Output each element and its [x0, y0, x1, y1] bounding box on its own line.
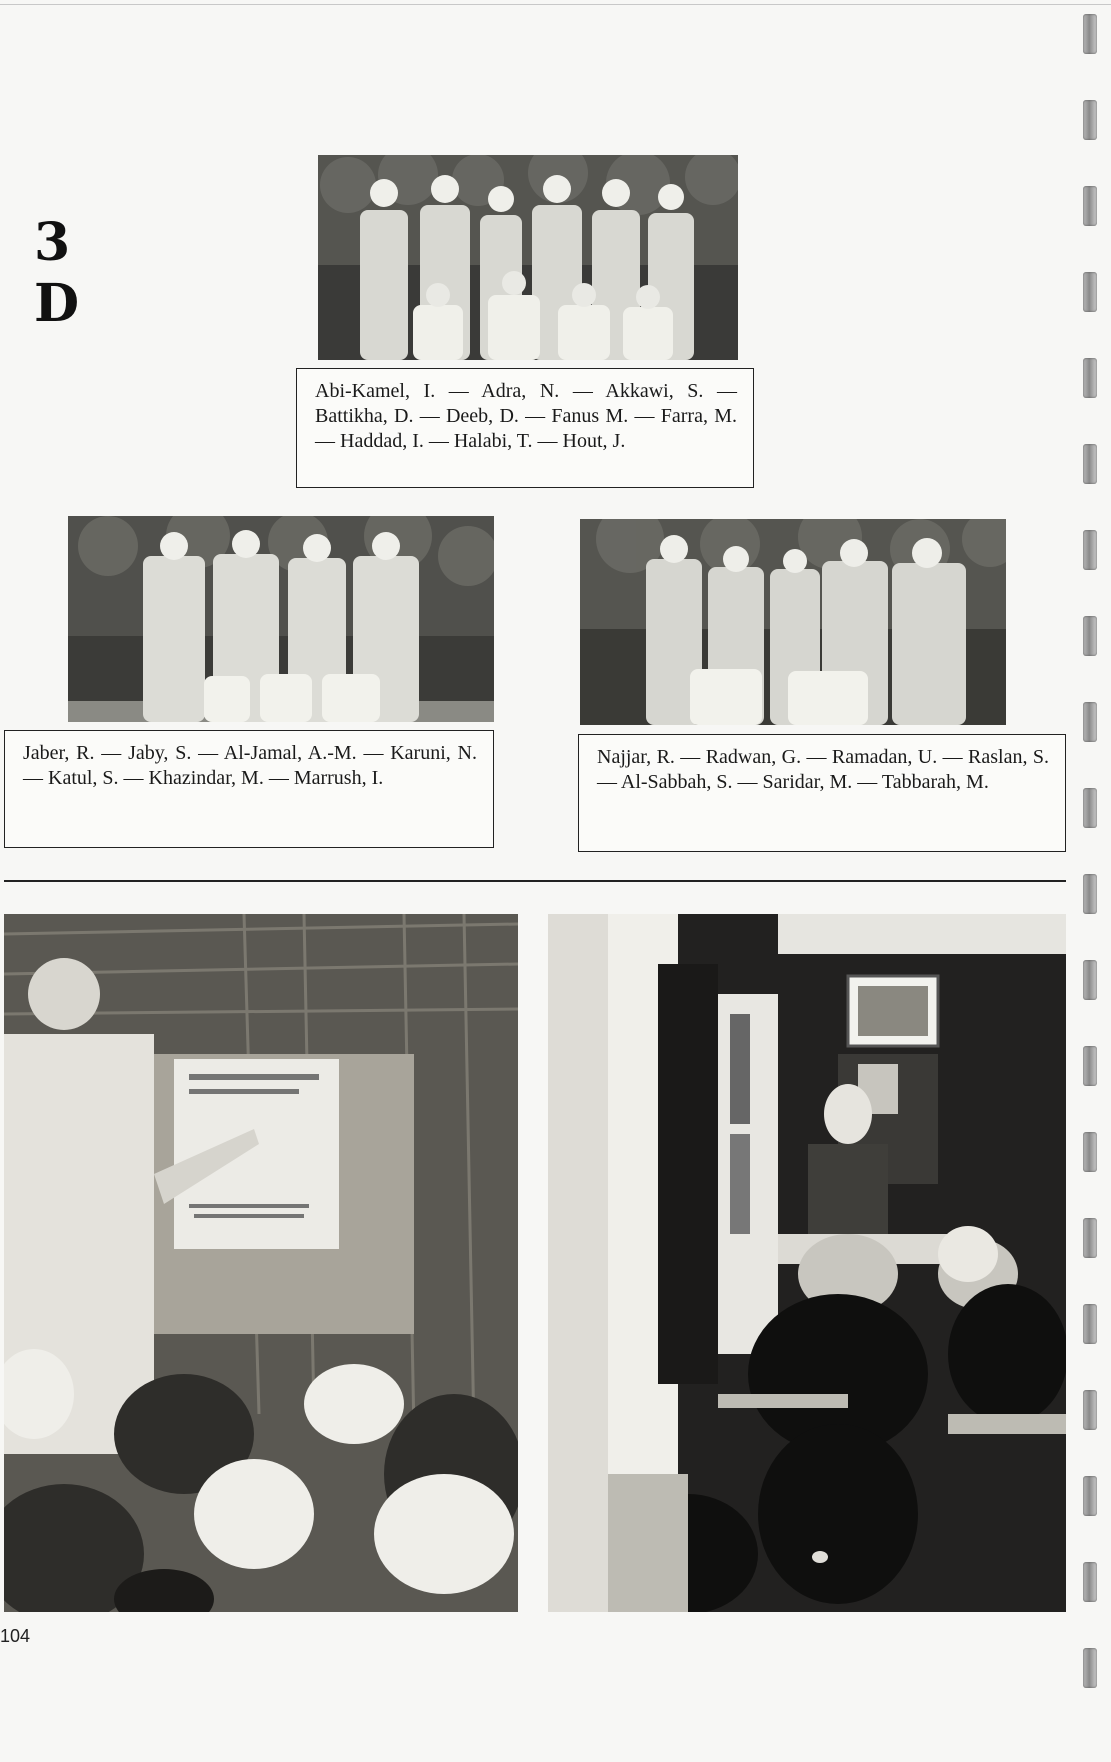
binding-hole: [1083, 14, 1097, 54]
spiral-binding: [1071, 0, 1111, 1762]
binding-hole: [1083, 100, 1097, 140]
binding-hole: [1083, 788, 1097, 828]
section-divider: [4, 880, 1066, 882]
binding-hole: [1083, 1562, 1097, 1602]
student-names-1: Abi-Kamel, I. — Adra, N. — Akkawi, S. — Battikha, D. — Deeb, D. — Fanus M. — Farra, M. — Haddad, I. — Halabi, T. — Hout, J.: [315, 380, 737, 452]
group-caption-1: [296, 368, 754, 488]
binding-hole: [1083, 874, 1097, 914]
outdoor-class-photo: [4, 914, 518, 1612]
group-photo-3: [580, 519, 1006, 725]
binding-hole: [1083, 1390, 1097, 1430]
binding-hole: [1083, 1046, 1097, 1086]
binding-hole: [1083, 616, 1097, 656]
group-caption-2: [4, 730, 494, 848]
binding-hole: [1083, 444, 1097, 484]
binding-hole: [1083, 1218, 1097, 1258]
group-photo-2: [68, 516, 494, 722]
group-caption-3: [578, 734, 1066, 852]
binding-hole: [1083, 960, 1097, 1000]
student-names-2: Jaber, R. — Jaby, S. — Al-Jamal, A.-M. — Karuni, N. — Katul, S. — Khazindar, M. — Marrush, I.: [23, 742, 477, 789]
group-photo-1: [318, 155, 738, 360]
student-names-3: Najjar, R. — Radwan, G. — Ramadan, U. — Raslan, S. — Al-Sabbah, S. — Saridar, M. — Tabbarah, M.: [597, 746, 1049, 793]
binding-hole: [1083, 186, 1097, 226]
binding-hole: [1083, 1132, 1097, 1172]
page-number: 104: [0, 1626, 31, 1646]
binding-hole: [1083, 1476, 1097, 1516]
section-heading: 3 D: [34, 212, 88, 334]
binding-hole: [1083, 358, 1097, 398]
binding-hole: [1083, 272, 1097, 312]
page-top-edge: [0, 4, 1111, 5]
binding-hole: [1083, 530, 1097, 570]
binding-hole: [1083, 702, 1097, 742]
binding-hole: [1083, 1648, 1097, 1688]
binding-hole: [1083, 1304, 1097, 1344]
indoor-class-photo: [548, 914, 1066, 1612]
